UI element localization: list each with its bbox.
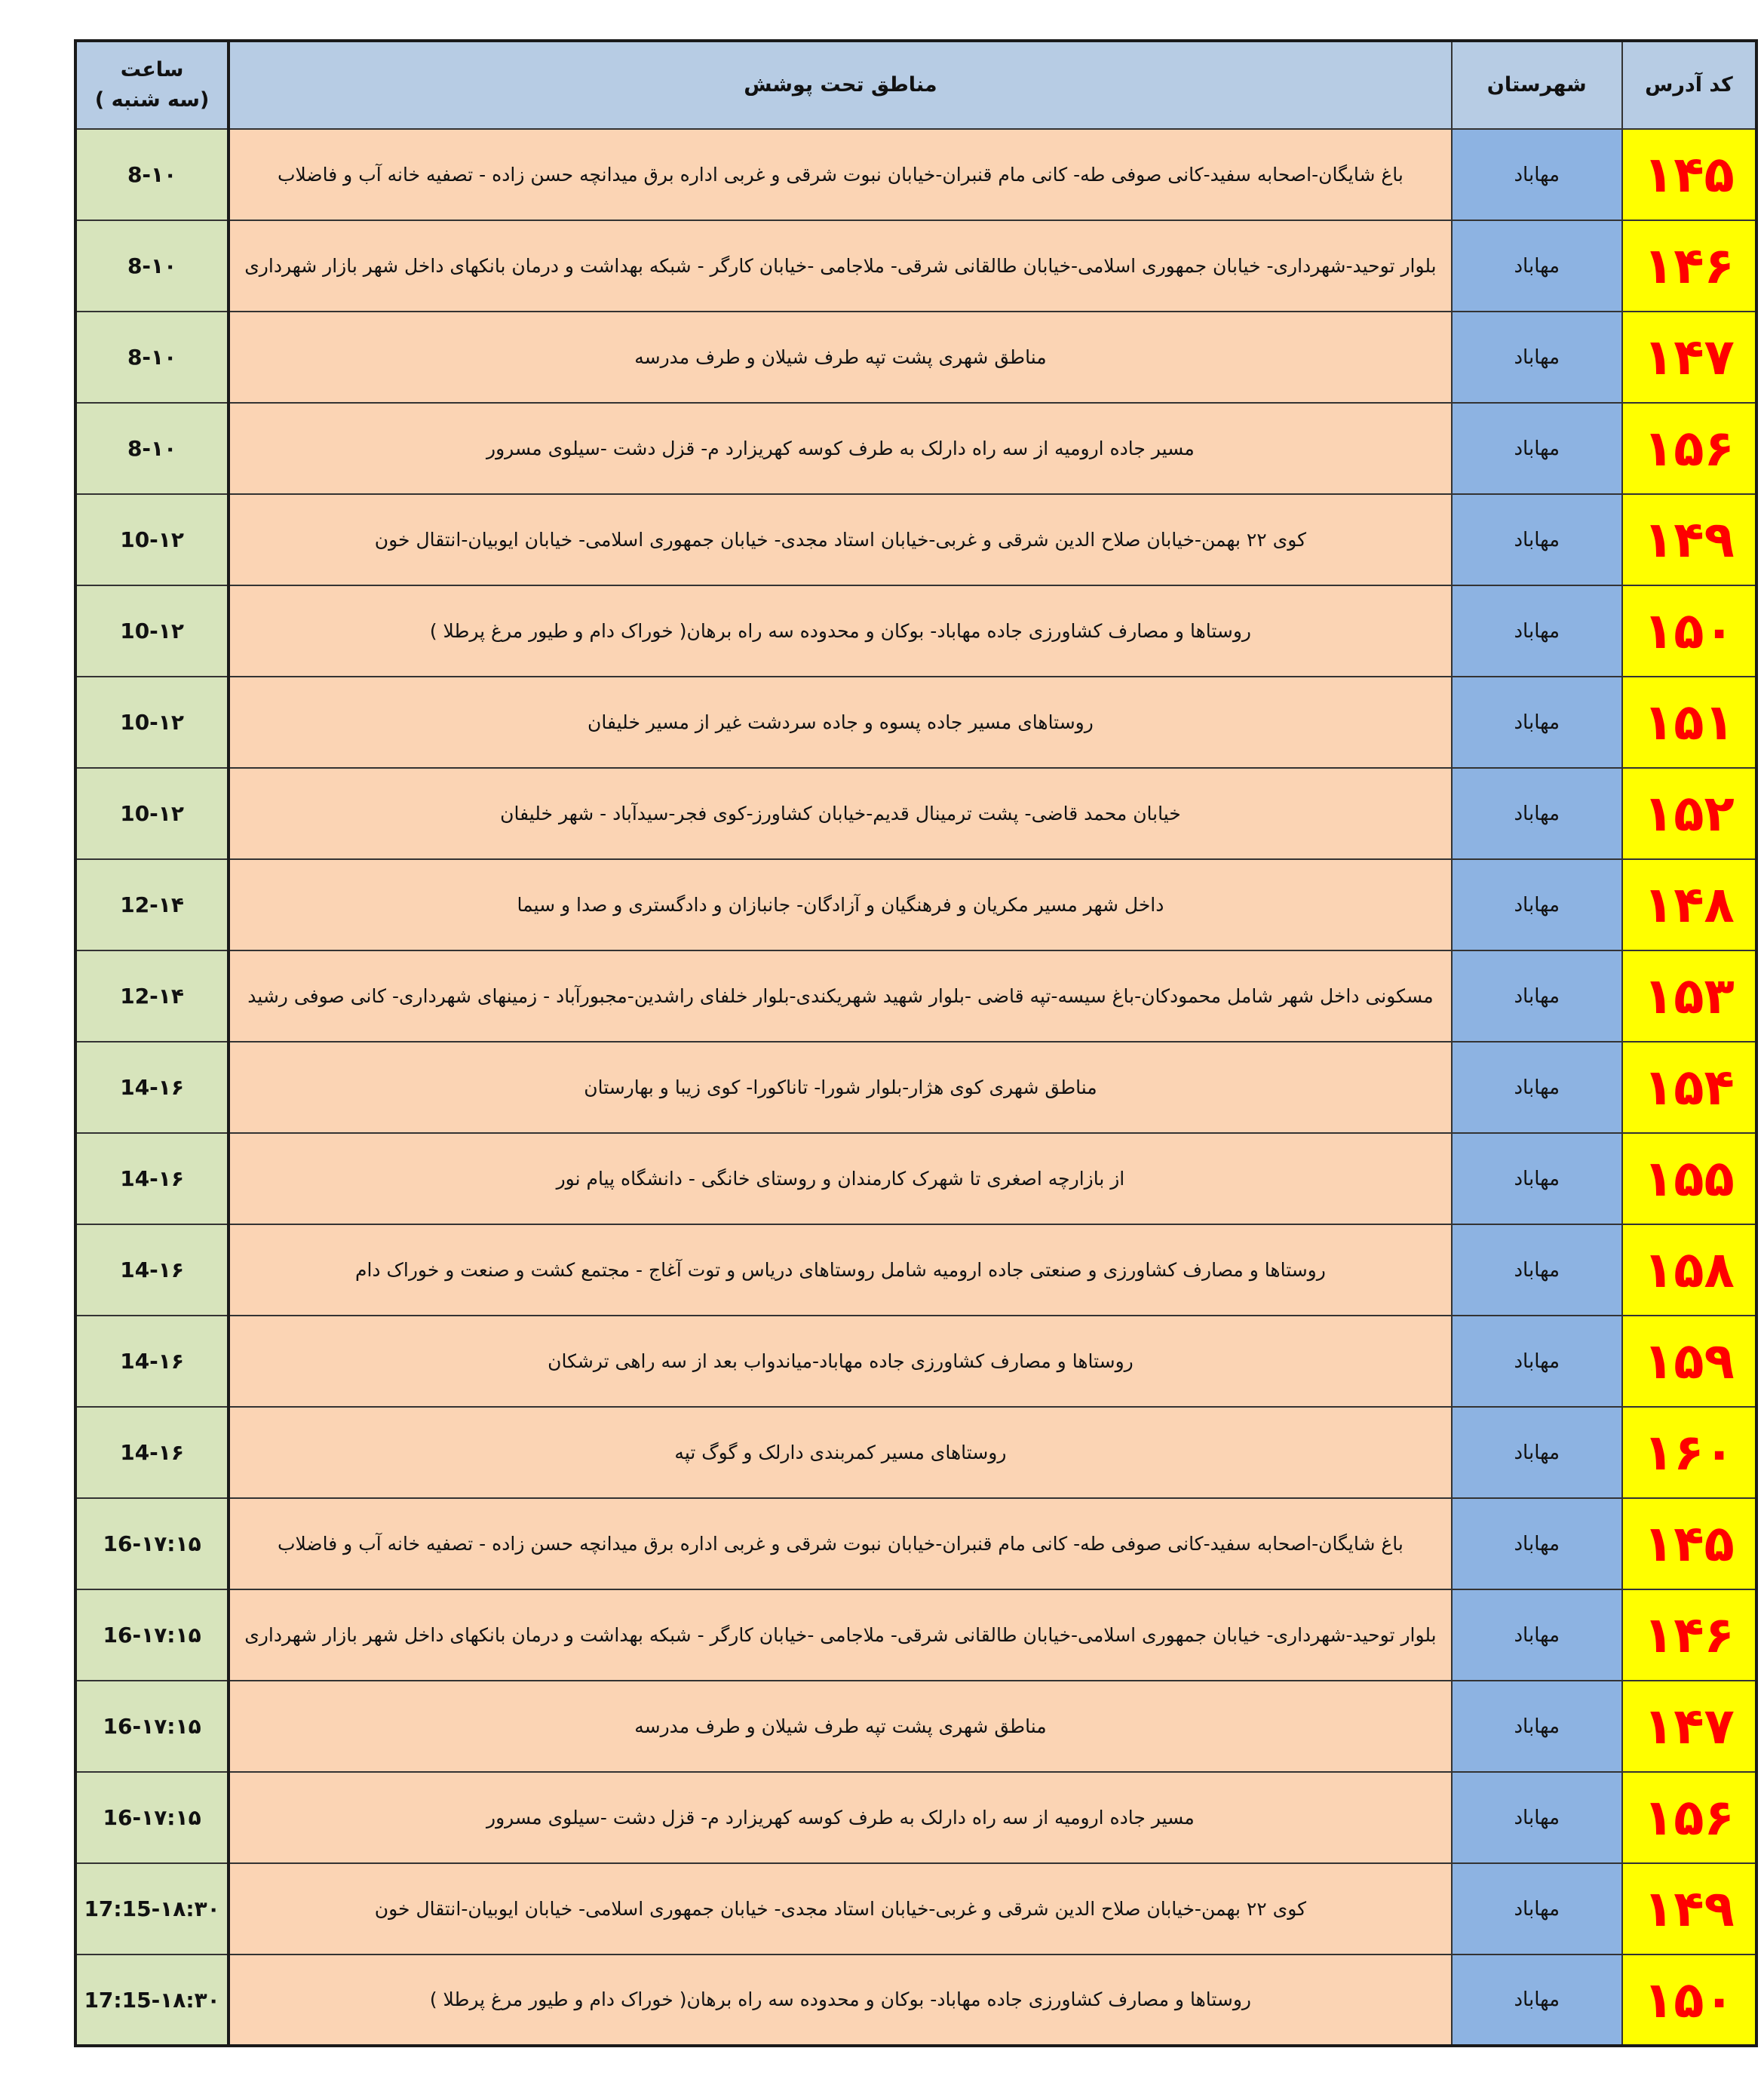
city-name: مهاباد	[1452, 1133, 1622, 1224]
city-name: مهاباد	[1452, 1498, 1622, 1589]
time-range: 16-۱۷:۱۵	[75, 1498, 229, 1589]
covered-areas: کوی ۲۲ بهمن-خیابان صلاح الدین شرقی و غربی-خیابان استاد مجدی- خیابان جمهوری اسلامی- خیابان ایوبیان-انتقال خون	[229, 1863, 1451, 1954]
covered-areas: روستاهای مسیر جاده پسوه و جاده سردشت غیر از مسیر خلیفان	[229, 677, 1451, 768]
table-row	[75, 768, 1756, 859]
table-row	[75, 1954, 1756, 2046]
city-name: مهاباد	[1452, 1772, 1622, 1863]
city-name: مهاباد	[1452, 1681, 1622, 1772]
time-range: 8-۱۰	[75, 220, 229, 312]
covered-areas: روستاها و مصارف کشاورزی جاده مهاباد- بوکان و محدوده سه راه برهان( خوراک دام و طیور مرغ پرطلا )	[229, 1954, 1451, 2046]
table-row	[75, 129, 1756, 220]
address-code: ۱۴۷	[1622, 1681, 1756, 1772]
address-code: ۱۶۰	[1622, 1407, 1756, 1498]
address-code: ۱۵۶	[1622, 1772, 1756, 1863]
city-name: مهاباد	[1452, 585, 1622, 677]
covered-areas: باغ شایگان-اصحابه سفید-کانی صوفی طه- کانی مام قنبران-خیابان نبوت شرقی و غربی اداره برق میدانچه حسن زاده - تصفیه خانه آب و فاضلاب	[229, 1498, 1451, 1589]
table-row	[75, 1772, 1756, 1863]
covered-areas: باغ شایگان-اصحابه سفید-کانی صوفی طه- کانی مام قنبران-خیابان نبوت شرقی و غربی اداره برق میدانچه حسن زاده - تصفیه خانه آب و فاضلاب	[229, 129, 1451, 220]
table-row	[75, 859, 1756, 950]
city-name: مهاباد	[1452, 403, 1622, 494]
header-row	[75, 41, 1756, 129]
covered-areas: روستاها و مصارف کشاورزی و صنعتی جاده ارومیه شامل روستاهای دریاس و توت آغاج - مجتمع کشت و صنعت و خوراک دام	[229, 1224, 1451, 1316]
covered-areas: مسیر جاده ارومیه از سه راه دارلک به طرف کوسه کهریزارد م- قزل دشت -سیلوی مسرور	[229, 1772, 1451, 1863]
address-code: ۱۵۲	[1622, 768, 1756, 859]
city-name: مهاباد	[1452, 1589, 1622, 1681]
address-code: ۱۴۷	[1622, 312, 1756, 403]
address-code: ۱۴۶	[1622, 1589, 1756, 1681]
time-range: 14-۱۶	[75, 1133, 229, 1224]
city-name: مهاباد	[1452, 312, 1622, 403]
address-code: ۱۵۱	[1622, 677, 1756, 768]
covered-areas: بلوار توحید-شهرداری- خیابان جمهوری اسلامی-خیابان طالقانی شرقی- ملاجامی -خیابان کارگر - شبکه بهداشت و درمان بانکهای داخل شهر بازار شهرداری	[229, 1589, 1451, 1681]
covered-areas: مناطق شهری پشت تپه طرف شیلان و طرف مدرسه	[229, 312, 1451, 403]
address-code: ۱۵۶	[1622, 403, 1756, 494]
header-code: کد آدرس	[1622, 41, 1756, 129]
address-code: ۱۵۰	[1622, 1954, 1756, 2046]
city-name: مهاباد	[1452, 1316, 1622, 1407]
table-row	[75, 1863, 1756, 1954]
table-row	[75, 950, 1756, 1042]
covered-areas: از بازارچه اصغری تا شهرک کارمندان و روستای خانگی - دانشگاه پیام نور	[229, 1133, 1451, 1224]
time-range: 8-۱۰	[75, 403, 229, 494]
time-range: 8-۱۰	[75, 312, 229, 403]
header-time-label: ساعت	[120, 58, 184, 81]
time-range: 14-۱۶	[75, 1407, 229, 1498]
covered-areas: بلوار توحید-شهرداری- خیابان جمهوری اسلامی-خیابان طالقانی شرقی- ملاجامی -خیابان کارگر - شبکه بهداشت و درمان بانکهای داخل شهر بازار شهرداری	[229, 220, 1451, 312]
city-name: مهاباد	[1452, 494, 1622, 585]
time-range: 10-۱۲	[75, 585, 229, 677]
city-name: مهاباد	[1452, 1863, 1622, 1954]
address-code: ۱۴۶	[1622, 220, 1756, 312]
covered-areas: کوی ۲۲ بهمن-خیابان صلاح الدین شرقی و غربی-خیابان استاد مجدی- خیابان جمهوری اسلامی- خیابان ایوبیان-انتقال خون	[229, 494, 1451, 585]
city-name: مهاباد	[1452, 1042, 1622, 1133]
table-row	[75, 585, 1756, 677]
city-name: مهاباد	[1452, 677, 1622, 768]
time-range: 10-۱۲	[75, 494, 229, 585]
time-range: 12-۱۴	[75, 950, 229, 1042]
city-name: مهاباد	[1452, 1224, 1622, 1316]
time-range: 17:15-۱۸:۳۰	[75, 1954, 229, 2046]
address-code: ۱۵۰	[1622, 585, 1756, 677]
time-range: 8-۱۰	[75, 129, 229, 220]
covered-areas: روستاهای مسیر کمربندی دارلک و گوگ تپه	[229, 1407, 1451, 1498]
city-name: مهاباد	[1452, 1954, 1622, 2046]
covered-areas: داخل شهر مسیر مکریان و فرهنگیان و آزادگان- جانبازان و دادگستری و صدا و سیما	[229, 859, 1451, 950]
table-row	[75, 1224, 1756, 1316]
covered-areas: خیابان محمد قاضی- پشت ترمینال قدیم-خیابان کشاورز-کوی فجر-سیدآباد - شهر خلیفان	[229, 768, 1451, 859]
header-time-day: (سه شنبه )	[94, 88, 210, 112]
header-city: شهرستان	[1452, 41, 1622, 129]
covered-areas: مسیر جاده ارومیه از سه راه دارلک به طرف کوسه کهریزارد م- قزل دشت -سیلوی مسرور	[229, 403, 1451, 494]
covered-areas: مناطق شهری کوی هژار-بلوار شورا- تاناکورا- کوی زیبا و بهارستان	[229, 1042, 1451, 1133]
city-name: مهاباد	[1452, 129, 1622, 220]
header-areas: مناطق تحت پوشش	[229, 41, 1451, 129]
covered-areas: مناطق شهری پشت تپه طرف شیلان و طرف مدرسه	[229, 1681, 1451, 1772]
covered-areas: مسکونی داخل شهر شامل محمودکان-باغ سیسه-تپه قاضی -بلوار شهید شهریکندی-بلوار خلفای راشدین-مجبورآباد - زمینهای شهرداری- کانی صوفی رشید	[229, 950, 1451, 1042]
covered-areas: روستاها و مصارف کشاورزی جاده مهاباد-میاندواب بعد از سه راهی ترشکان	[229, 1316, 1451, 1407]
address-code: ۱۴۹	[1622, 494, 1756, 585]
table-row	[75, 1589, 1756, 1681]
time-range: 17:15-۱۸:۳۰	[75, 1863, 229, 1954]
time-range: 12-۱۴	[75, 859, 229, 950]
table-row	[75, 1681, 1756, 1772]
time-range: 16-۱۷:۱۵	[75, 1589, 229, 1681]
city-name: مهاباد	[1452, 950, 1622, 1042]
table-body	[75, 129, 1756, 2046]
table-row	[75, 494, 1756, 585]
table-row	[75, 1133, 1756, 1224]
address-code: ۱۵۴	[1622, 1042, 1756, 1133]
address-code: ۱۵۹	[1622, 1316, 1756, 1407]
address-code: ۱۵۵	[1622, 1133, 1756, 1224]
outage-schedule-table	[74, 39, 1758, 2047]
table-row	[75, 1407, 1756, 1498]
header-time	[75, 41, 229, 129]
table-row	[75, 312, 1756, 403]
table-row	[75, 677, 1756, 768]
time-range: 14-۱۶	[75, 1316, 229, 1407]
table-row	[75, 1042, 1756, 1133]
address-code: ۱۴۸	[1622, 859, 1756, 950]
time-range: 16-۱۷:۱۵	[75, 1681, 229, 1772]
address-code: ۱۴۵	[1622, 1498, 1756, 1589]
covered-areas: روستاها و مصارف کشاورزی جاده مهاباد- بوکان و محدوده سه راه برهان( خوراک دام و طیور مرغ پرطلا )	[229, 585, 1451, 677]
time-range: 16-۱۷:۱۵	[75, 1772, 229, 1863]
address-code: ۱۴۹	[1622, 1863, 1756, 1954]
table-row	[75, 220, 1756, 312]
city-name: مهاباد	[1452, 859, 1622, 950]
time-range: 10-۱۲	[75, 677, 229, 768]
time-range: 10-۱۲	[75, 768, 229, 859]
address-code: ۱۵۳	[1622, 950, 1756, 1042]
city-name: مهاباد	[1452, 220, 1622, 312]
time-range: 14-۱۶	[75, 1224, 229, 1316]
city-name: مهاباد	[1452, 768, 1622, 859]
table-row	[75, 403, 1756, 494]
address-code: ۱۵۸	[1622, 1224, 1756, 1316]
time-range: 14-۱۶	[75, 1042, 229, 1133]
table-row	[75, 1316, 1756, 1407]
address-code: ۱۴۵	[1622, 129, 1756, 220]
city-name: مهاباد	[1452, 1407, 1622, 1498]
table-row	[75, 1498, 1756, 1589]
